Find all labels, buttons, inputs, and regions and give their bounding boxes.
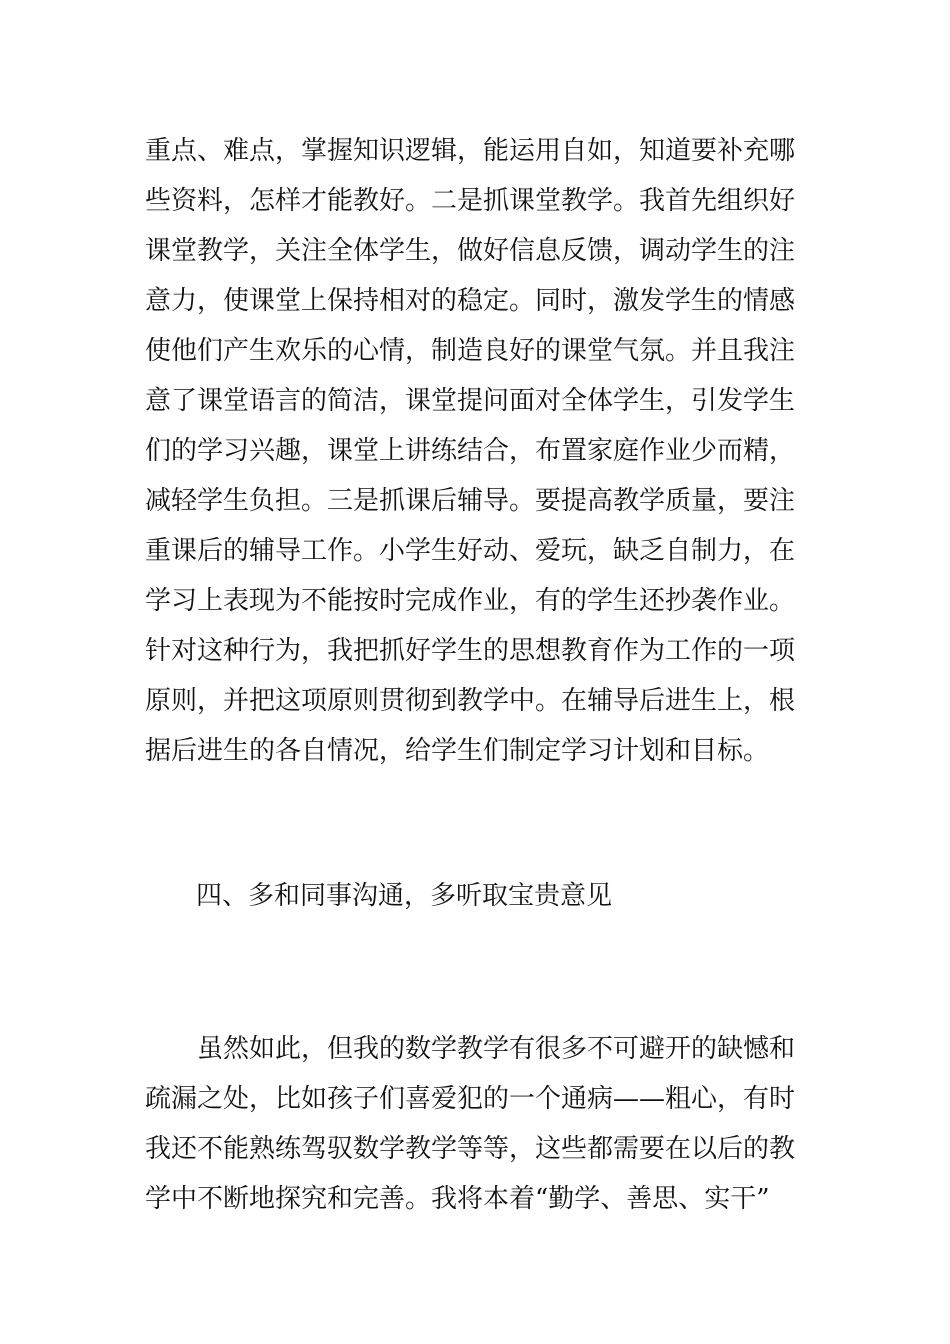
paragraph-line: 减轻学生负担。三是抓课后辅导。要提高教学质量，要注 (145, 486, 796, 516)
paragraph-line: 重课后的辅导工作。小学生好动、爱玩，缺乏自制力，在 (145, 536, 796, 566)
paragraph-line: 学习上表现为不能按时完成作业，有的学生还抄袭作业。 (145, 586, 796, 616)
paragraph-line: 使他们产生欢乐的心情，制造良好的课堂气氛。并且我注 (145, 336, 796, 366)
section-heading: 四、多和同事沟通，多听取宝贵意见 (196, 881, 613, 911)
paragraph-line: 虽然如此，但我的数学教学有很多不可避开的缺憾和 (197, 1034, 796, 1064)
paragraph-line: 们的学习兴趣，课堂上讲练结合，布置家庭作业少而精， (145, 436, 796, 466)
paragraph-line: 我还不能熟练驾驭数学教学等等，这些都需要在以后的教 (145, 1134, 796, 1164)
paragraph-line: 课堂教学，关注全体学生，做好信息反馈，调动学生的注 (145, 236, 796, 266)
paragraph-line: 意力，使课堂上保持相对的稳定。同时，激发学生的情感 (145, 286, 796, 316)
paragraph-line: 重点、难点，掌握知识逻辑，能运用自如，知道要补充哪 (145, 136, 796, 166)
paragraph-line: 疏漏之处，比如孩子们喜爱犯的一个通病——粗心，有时 (145, 1084, 796, 1114)
paragraph-line: 些资料，怎样才能教好。二是抓课堂教学。我首先组织好 (145, 186, 796, 216)
paragraph-line: 学中不断地探究和完善。我将本着“勤学、善思、实干” (145, 1184, 770, 1214)
paragraph-line: 针对这种行为，我把抓好学生的思想教育作为工作的一项 (145, 636, 796, 666)
paragraph-line: 意了课堂语言的简洁，课堂提问面对全体学生，引发学生 (145, 386, 796, 416)
paragraph-line: 原则，并把这项原则贯彻到教学中。在辅导后进生上，根 (145, 686, 796, 716)
paragraph-line: 据后进生的各自情况，给学生们制定学习计划和目标。 (145, 736, 770, 766)
